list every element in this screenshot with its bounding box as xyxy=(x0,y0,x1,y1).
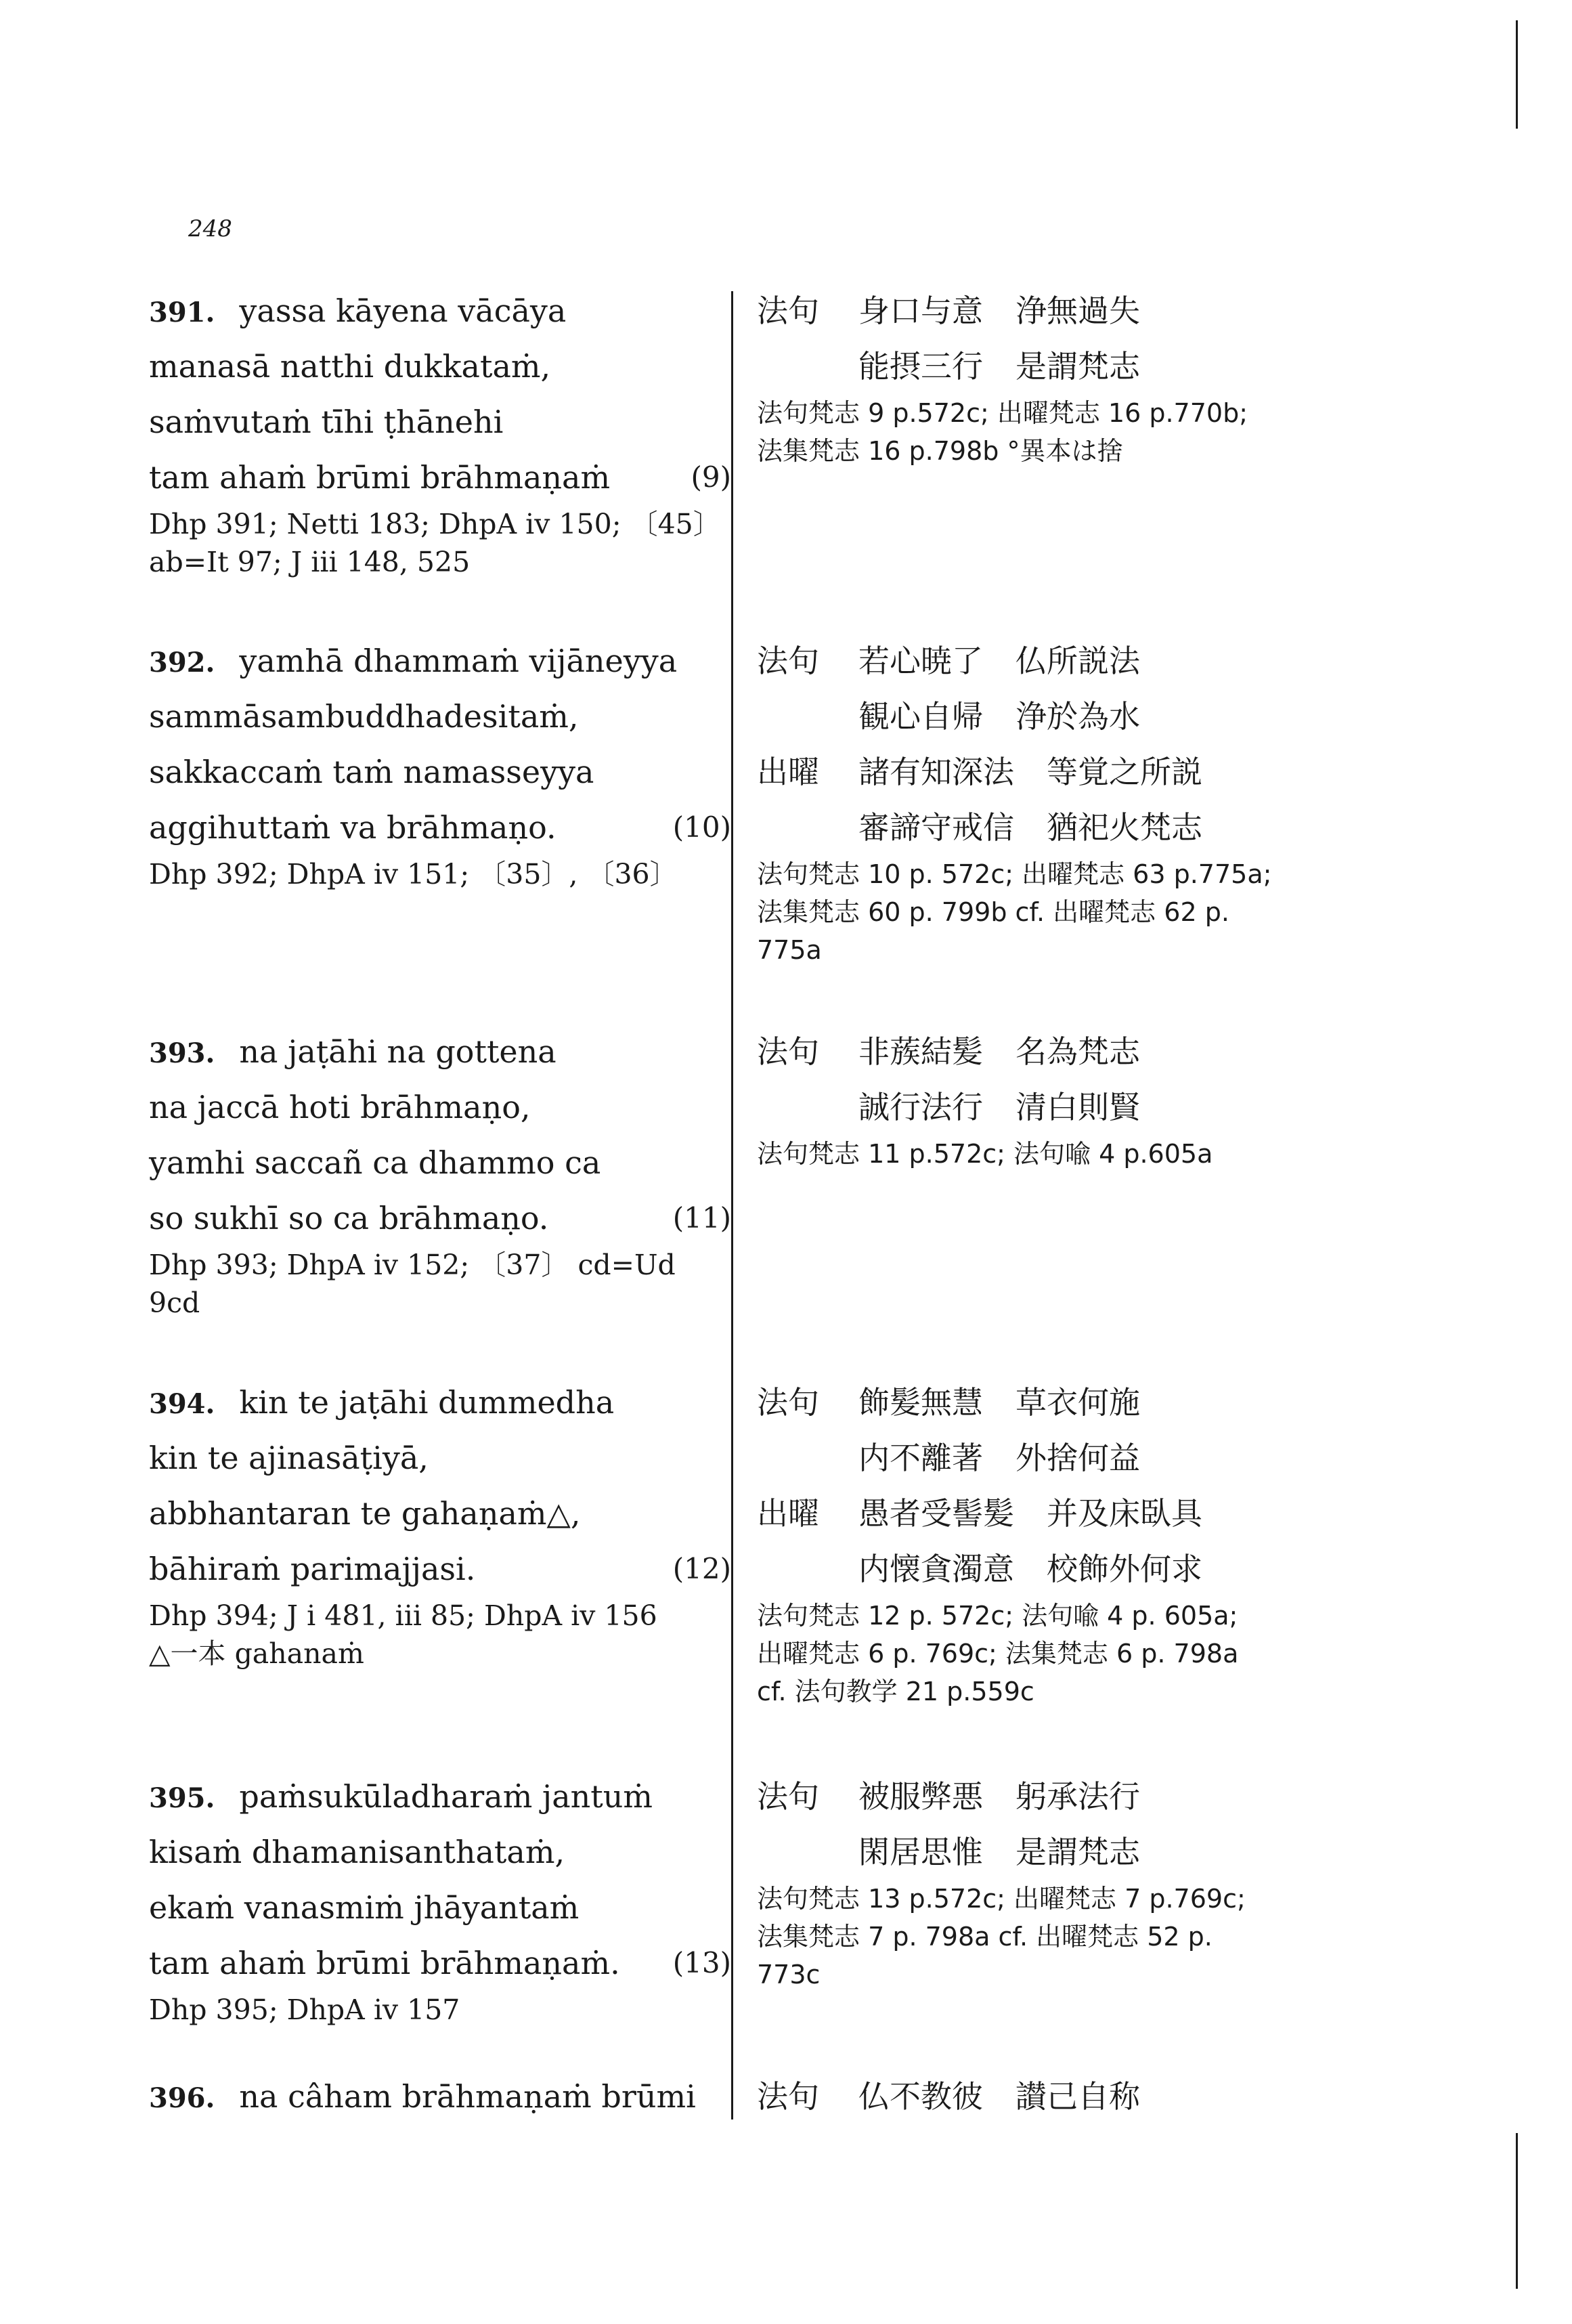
chinese-column xyxy=(757,1024,1353,1173)
chinese-reference-line: 法集梵志 7 p. 798a cf. 出曜梵志 52 p. xyxy=(757,1922,1213,1952)
chinese-column xyxy=(757,1375,1353,1710)
pali-column xyxy=(149,2069,731,2124)
pali-column xyxy=(149,1024,731,1322)
page-number: 248 xyxy=(188,215,232,242)
verse-number: 391. xyxy=(149,297,215,328)
verse-line: sammāsambuddhadesitaṁ, xyxy=(149,698,579,735)
chinese-reference-line: 法句梵志 11 p.572c; 法句喩 4 p.605a xyxy=(757,1139,1213,1169)
verse-line: aggihuttaṁ va brāhmaṇo. (10) xyxy=(149,800,731,855)
reference-line: △一本 gahanaṁ xyxy=(149,1637,364,1670)
chinese-verse-line: 審諦守戒信 猶祀火梵志 xyxy=(858,809,1202,846)
verse-tag: (13) xyxy=(672,1946,731,1979)
chinese-verse-line: 閑居思惟 是謂梵志 xyxy=(858,1834,1140,1870)
chinese-verse-line: 能摂三行 是謂梵志 xyxy=(858,348,1140,385)
chinese-column xyxy=(757,2069,1353,2124)
chinese-reference-line: 法句梵志 9 p.572c; 出曜梵志 16 p.770b; xyxy=(757,398,1248,428)
verse-number: 395. xyxy=(149,1782,215,1814)
pali-column xyxy=(149,283,731,581)
verse-line: yamhi saccañ ca dhammo ca xyxy=(149,1144,601,1181)
reference-line: Dhp 393; DhpA iv 152; 〔37〕 cd=Ud xyxy=(149,1249,676,1281)
chinese-verse-line: 観心自帰 浄於為水 xyxy=(858,698,1140,735)
source-label: 法句 xyxy=(757,293,819,329)
chinese-column xyxy=(757,633,1353,969)
page-edge-mark xyxy=(1516,2133,1518,2289)
reference-line: Dhp 391; Netti 183; DhpA iv 150; 〔45〕 xyxy=(149,508,721,540)
verse-line: 395. paṁsukūladharaṁ jantuṁ xyxy=(149,1778,653,1815)
source-label: 法句 xyxy=(757,2078,819,2115)
chinese-column xyxy=(757,283,1353,470)
reference-line: 9cd xyxy=(149,1287,200,1319)
page-edge-mark xyxy=(1516,20,1518,129)
chinese-reference-line: 773c xyxy=(757,1960,821,1989)
verse-line: abbhantaran te gahaṇaṁ△, xyxy=(149,1495,581,1532)
verse-tag: (11) xyxy=(672,1201,731,1234)
chinese-verse-line: 内懐貪濁意 校飾外何求 xyxy=(858,1551,1202,1587)
chinese-reference-line: 法句梵志 13 p.572c; 出曜梵志 7 p.769c; xyxy=(757,1884,1246,1914)
chinese-reference-line: 出曜梵志 6 p. 769c; 法集梵志 6 p. 798a xyxy=(757,1639,1239,1669)
verse-line: 391. yassa kāyena vācāya xyxy=(149,293,567,329)
verse-line: 392. yamhā dhammaṁ vijāneyya xyxy=(149,643,678,679)
source-label: 出曜 xyxy=(757,754,819,790)
chinese-reference-line: 法句梵志 12 p. 572c; 法句喩 4 p. 605a; xyxy=(757,1601,1238,1631)
chinese-verse-line: 法句 身口与意 浄無過失 xyxy=(757,283,1353,339)
chinese-verse-line: 法句 飾髪無慧 草衣何施 xyxy=(757,1375,1353,1430)
chinese-verse-line: 誠行法行 清白則賢 xyxy=(858,1089,1140,1125)
verse-line: sakkaccaṁ taṁ namasseyya xyxy=(149,754,594,790)
pali-column xyxy=(149,1375,731,1673)
verse-line: manasā natthi dukkataṁ, xyxy=(149,348,551,385)
source-label: 出曜 xyxy=(757,1495,819,1532)
chinese-reference-line: 法集梵志 60 p. 799b cf. 出曜梵志 62 p. xyxy=(757,897,1229,927)
verse-line: na jaccā hoti brāhmaṇo, xyxy=(149,1089,531,1125)
verse-tag: (9) xyxy=(691,460,731,494)
verse-line: kisaṁ dhamanisanthataṁ, xyxy=(149,1834,565,1870)
chinese-verse-line: 出曜 諸有知深法 等覚之所説 xyxy=(757,744,1353,800)
verse-number: 396. xyxy=(149,2082,215,2114)
verse-number: 393. xyxy=(149,1037,215,1069)
column-divider xyxy=(731,291,733,2119)
chinese-reference-line: 法集梵志 16 p.798b °異本は捨 xyxy=(757,436,1123,466)
reference-line: ab=It 97; J iii 148, 525 xyxy=(149,546,471,578)
verse-line: saṁvutaṁ tīhi ṭhānehi xyxy=(149,404,504,440)
verse-tag: (10) xyxy=(672,811,731,844)
pali-column xyxy=(149,633,731,893)
pali-column xyxy=(149,1769,731,2029)
chinese-reference-line: cf. 法句教学 21 p.559c xyxy=(757,1677,1034,1706)
verse-tag: (12) xyxy=(672,1552,731,1585)
reference-line: Dhp 395; DhpA iv 157 xyxy=(149,1994,460,2026)
chinese-verse-line: 法句 非蔟結髪 名為梵志 xyxy=(757,1024,1353,1079)
verse-line: 394. kin te jaṭāhi dummedha xyxy=(149,1384,615,1421)
source-label: 法句 xyxy=(757,643,819,679)
verse-line: so sukhī so ca brāhmaṇo. (11) xyxy=(149,1190,731,1246)
verse-line: tam ahaṁ brūmi brāhmaṇaṁ (9) xyxy=(149,450,731,505)
reference-line: Dhp 392; DhpA iv 151; 〔35〕, 〔36〕 xyxy=(149,858,678,890)
verse-line: kin te ajinasāṭiyā, xyxy=(149,1440,429,1476)
chinese-verse-line: 法句 若心暁了 仏所説法 xyxy=(757,633,1353,689)
source-label: 法句 xyxy=(757,1384,819,1421)
verse-line: bāhiraṁ parimajjasi. (12) xyxy=(149,1541,731,1597)
verse-line: 396. na câham brāhmaṇaṁ brūmi xyxy=(149,2078,696,2115)
verse-line: tam ahaṁ brūmi brāhmaṇaṁ. (13) xyxy=(149,1935,731,1991)
reference-line: Dhp 394; J i 481, iii 85; DhpA iv 156 xyxy=(149,1599,657,1632)
source-label: 法句 xyxy=(757,1033,819,1070)
chinese-reference-line: 法句梵志 10 p. 572c; 出曜梵志 63 p.775a; xyxy=(757,859,1272,889)
chinese-column xyxy=(757,1769,1353,1994)
chinese-verse-line: 法句 被服弊悪 躬承法行 xyxy=(757,1769,1353,1824)
verse-number: 392. xyxy=(149,647,215,679)
chinese-verse-line: 出曜 愚者受髻髪 并及床臥具 xyxy=(757,1486,1353,1541)
verse-line: 393. na jaṭāhi na gottena xyxy=(149,1033,556,1070)
source-label: 法句 xyxy=(757,1778,819,1815)
chinese-reference-line: 775a xyxy=(757,935,822,965)
chinese-verse-line: 法句 仏不教彼 讃己自称 xyxy=(757,2069,1353,2124)
chinese-verse-line: 内不離著 外捨何益 xyxy=(858,1440,1140,1476)
verse-number: 394. xyxy=(149,1388,215,1420)
verse-line: ekaṁ vanasmiṁ jhāyantaṁ xyxy=(149,1889,580,1926)
